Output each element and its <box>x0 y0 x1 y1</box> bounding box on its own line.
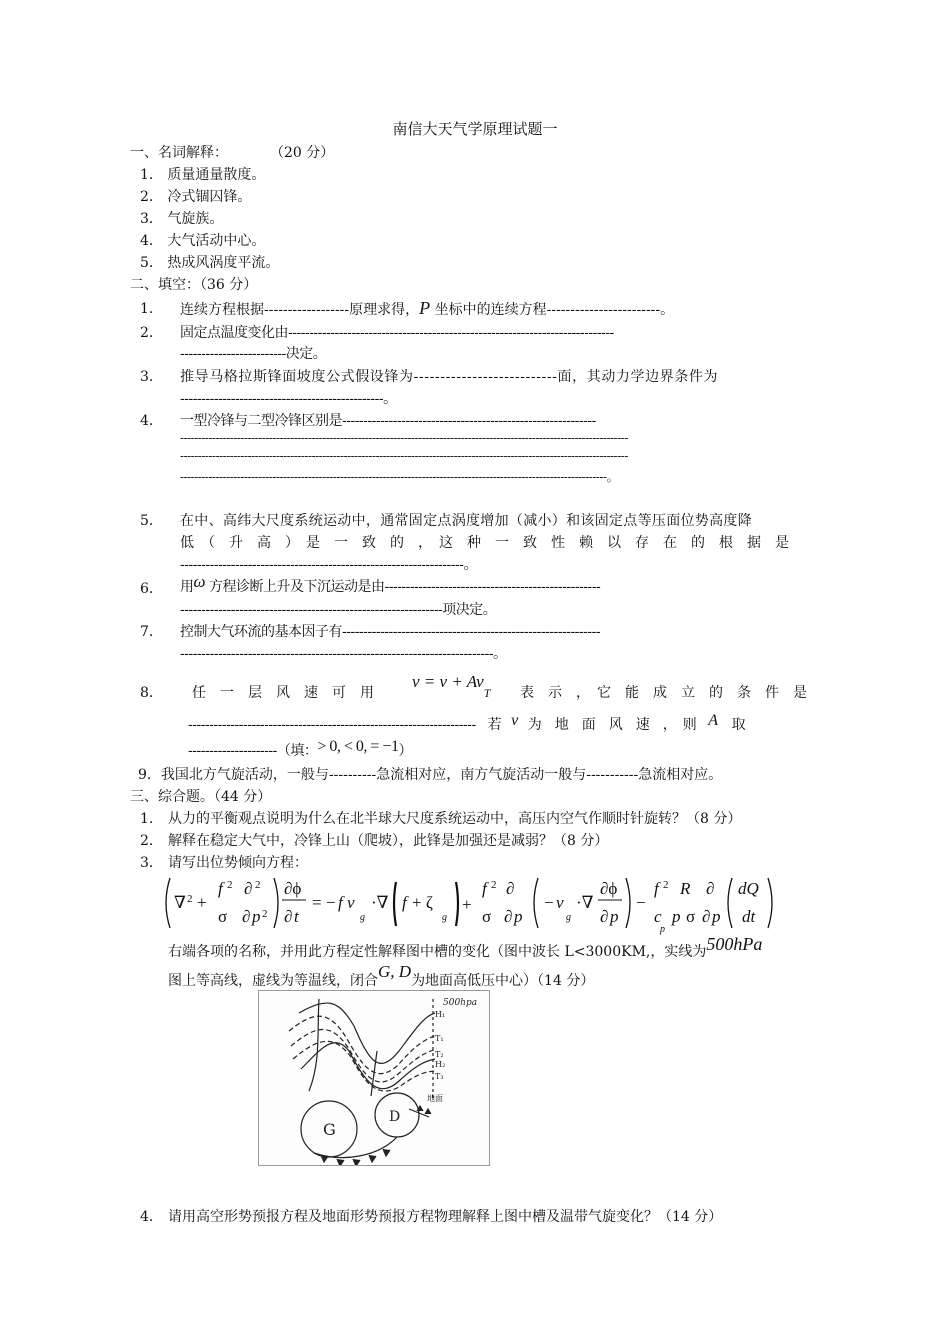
pressure-level: 500hPa <box>706 934 763 954</box>
svg-text:p: p <box>660 924 665 935</box>
section3-heading: 三、综合题。（44 分） <box>130 789 272 805</box>
list-item: 2． 冷式锢囚锋。 <box>140 189 252 205</box>
fig-label: T₁ <box>435 1034 444 1043</box>
fig-center-g: G <box>323 1120 336 1139</box>
q2-1-num: 1． <box>140 301 163 317</box>
svg-text:f: f <box>482 879 487 898</box>
q2-8-line2: -------------------------------------------------------------------- 若 v 为 地 面 风 速 ， 则 A 取 <box>188 712 746 733</box>
svg-text:∂: ∂ <box>706 879 715 898</box>
svg-text:∂: ∂ <box>600 907 609 926</box>
q2-4-line1: 一型冷锋与二型冷锋区别是------------------------------------------------------------ <box>180 413 596 429</box>
q3-3-desc2: 图上等高线，虚线为等温线，闭合G, D为地面高低压中心）（14 分） <box>168 962 595 989</box>
svg-text:dQ: dQ <box>738 879 759 898</box>
q2-4-line4: ------------------------------------------------------------------------------------------------------------------------。 <box>180 470 619 484</box>
q2-7-line2: --------------------------------------------------------------------------。 <box>180 646 507 662</box>
q3-4: 请用高空形势预报方程及地面形势预报方程物理解释上图中槽及温带气旋变化？（14 分） <box>168 1209 723 1225</box>
svg-text:p: p <box>252 907 261 926</box>
svg-text:·∇: ·∇ <box>576 893 594 912</box>
q2-8-line3: ---------------------（填：> 0, < 0, = −1） <box>188 738 412 759</box>
q3-2-num: 2． <box>140 833 163 849</box>
list-item: 3． 气旋族。 <box>140 211 224 227</box>
q3-1-num: 1． <box>140 811 163 827</box>
q3-3-desc1: 右端各项的名称，并用此方程定性解释图中槽的变化（图中波长 L<3000KM,，实线为500hPa <box>168 934 763 960</box>
q2-4-line3: ------------------------------------------------------------------------------------------------------------------------------ <box>180 449 628 463</box>
svg-text:+ ζ: + ζ <box>412 893 433 912</box>
fig-500-label: 500hpa <box>443 998 478 1008</box>
fig-center-d: D <box>389 1109 401 1125</box>
page-title: 南信大天气学原理试题一 <box>392 120 558 138</box>
svg-text:+: + <box>462 895 472 914</box>
svg-text:2: 2 <box>227 879 233 891</box>
svg-text:v: v <box>556 893 564 912</box>
q2-9: 9．我国北方气旋活动，一般与----------急流相对应，南方气旋活动一般与-----------急流相对应。 <box>138 767 723 783</box>
q3-3-num: 3． <box>140 855 163 871</box>
fig-label: T₃ <box>435 1072 444 1081</box>
section1-heading <box>130 142 334 162</box>
q3-4-num: 4． <box>140 1209 163 1225</box>
fig-ground-label: 地面 <box>427 1094 443 1103</box>
svg-text:dt: dt <box>742 907 756 926</box>
svg-text:∂: ∂ <box>702 907 711 926</box>
q2-2-num: 2． <box>140 325 163 341</box>
svg-text:2: 2 <box>491 879 497 891</box>
q2-3-num: 3． <box>140 369 163 385</box>
svg-text:p: p <box>514 907 523 926</box>
svg-text:p: p <box>712 907 721 926</box>
svg-text:2: 2 <box>663 879 669 891</box>
svg-text:∇: ∇ <box>174 893 186 912</box>
svg-text:g: g <box>360 912 365 923</box>
section2-heading: 二、填空：（36 分） <box>130 277 258 293</box>
svg-text:−: − <box>544 893 554 912</box>
q3-2: 解释在稳定大气中，冷锋上山（爬坡），此锋是加强还是减弱？（8 分） <box>168 833 609 849</box>
q2-2-line2: -------------------------决定。 <box>180 346 327 362</box>
fig-label: T₂ <box>435 1050 444 1059</box>
svg-text:σ: σ <box>482 907 492 926</box>
trough-figure <box>258 990 490 1166</box>
svg-text:f: f <box>218 879 223 898</box>
q2-6-line2: --------------------------------------------------------------项决定。 <box>180 602 497 618</box>
svg-text:= −: = − <box>312 893 336 912</box>
q2-5-num: 5． <box>140 513 163 529</box>
svg-text:f: f <box>402 893 407 912</box>
svg-text:g: g <box>442 912 447 923</box>
wind-formula: $v = v + Av_T$ <box>412 672 491 701</box>
centers-symbol: G, D <box>378 962 412 981</box>
svg-text:σ: σ <box>218 907 228 926</box>
section1-points: （20 分） <box>270 145 335 161</box>
section1-heading-text: 一、名词解释： <box>130 145 228 161</box>
q2-7-num: 7． <box>140 624 163 640</box>
q2-5-line3: -------------------------------------------------------------------。 <box>180 557 477 573</box>
q2-8-num: 8． <box>140 685 163 701</box>
q2-4-line2: ------------------------------------------------------------------------------------------------------------------------------ <box>180 431 628 445</box>
p-symbol: P <box>419 298 431 318</box>
q2-5-line1: 在中、高纬大尺度系统运动中，通常固定点涡度增加（减小）和该固定点等压面位势高度降 <box>180 513 752 529</box>
svg-text:c: c <box>654 907 662 926</box>
svg-text:−: − <box>636 893 646 912</box>
q3-1: 从力的平衡观点说明为什么在北半球大尺度系统运动中，高压内空气作顺时针旋转？（8 分） <box>168 811 742 827</box>
svg-text:∂ϕ: ∂ϕ <box>600 879 618 898</box>
q2-5-line2: 低 （ 升 高 ） 是 一 致 的 ， 这 种 一 致 性 赖 以 存 在 的 根 据 是 <box>180 535 789 551</box>
svg-text:g: g <box>566 912 571 923</box>
svg-text:∂: ∂ <box>242 907 251 926</box>
svg-text:∂: ∂ <box>506 879 515 898</box>
svg-text:t: t <box>294 907 299 926</box>
svg-text:·∇: ·∇ <box>371 893 389 912</box>
svg-text:∂: ∂ <box>284 907 293 926</box>
svg-text:σ: σ <box>686 907 696 926</box>
tendency-equation <box>160 870 800 936</box>
svg-text:+: + <box>197 893 207 912</box>
svg-text:p: p <box>672 907 681 926</box>
q2-3-line2: ------------------------------------------------。 <box>180 391 397 407</box>
fig-label: H₁ <box>435 1010 446 1019</box>
q2-3-line1: 推导马格拉斯锋面坡度公式假设锋为---------------------------面，其动力学边界条件为 <box>180 369 719 385</box>
svg-text:2: 2 <box>187 893 193 905</box>
svg-text:∂: ∂ <box>504 907 513 926</box>
svg-text:∂ϕ: ∂ϕ <box>284 879 302 898</box>
list-item: 4． 大气活动中心。 <box>140 233 266 249</box>
q2-8-b: 表 示 ， 它 能 成 立 的 条 件 是 <box>520 685 807 701</box>
svg-text:R: R <box>680 879 691 898</box>
q2-2-line1: 固定点温度变化由----------------------------------------------------------------------------- <box>180 325 614 341</box>
list-item: 1． 质量通量散度。 <box>140 167 266 183</box>
q2-6-num: 6． <box>140 581 163 597</box>
svg-text:2: 2 <box>255 879 261 891</box>
q2-4-num: 4． <box>140 413 163 429</box>
svg-text:p: p <box>610 907 619 926</box>
q2-1: 连续方程根据------------------原理求得，P 坐标中的连续方程------------------------。 <box>180 298 675 318</box>
svg-text:f v: f v <box>338 893 355 912</box>
svg-text:∂: ∂ <box>244 879 253 898</box>
svg-text:2: 2 <box>262 908 268 920</box>
q3-3: 请写出位势倾向方程： <box>168 855 308 871</box>
svg-text:f: f <box>654 879 659 898</box>
q2-8-a: 任 一 层 风 速 可 用 <box>192 685 374 701</box>
omega-symbol: ω <box>193 572 206 591</box>
list-item: 5． 热成风涡度平流。 <box>140 255 280 271</box>
q2-7-line1: 控制大气环流的基本因子有------------------------------------------------------------- <box>180 624 601 640</box>
fig-label: H₂ <box>435 1060 446 1069</box>
q2-6-line1: 用ω 方程诊断上升及下沉运动是由--------------------------------------------------- <box>180 572 601 595</box>
